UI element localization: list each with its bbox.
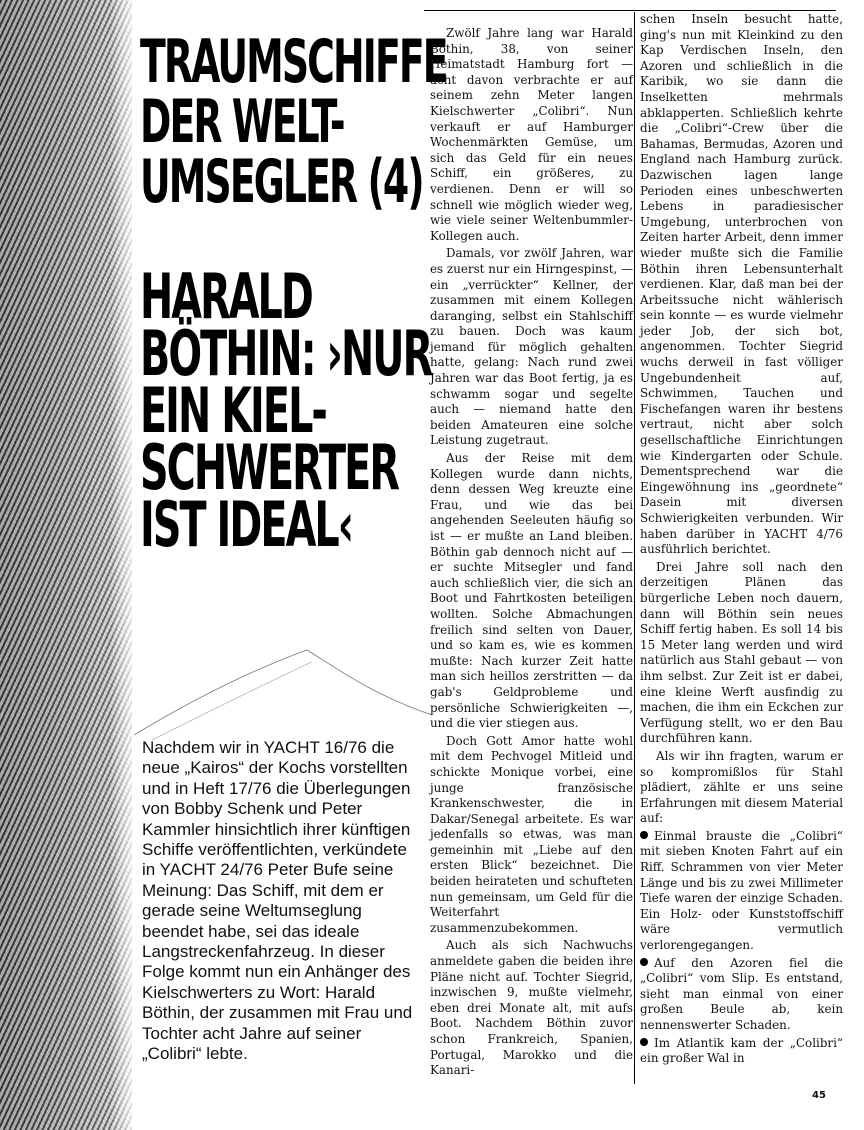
- bullet-dot-icon: [640, 831, 648, 839]
- main-headline-line: HARALD: [140, 260, 312, 333]
- top-rule: [424, 10, 836, 11]
- bullet-text: Auf den Azoren fiel die „Colibri“ vom Slip. Es entstand, sieht man einmal von einer großen Beule ab, kein nennenswerter Schaden.: [640, 955, 843, 1032]
- article-column-2: [640, 12, 843, 1067]
- article-paragraph: Auch als sich Nachwuchs anmeldete gaben die beiden ihre Pläne nicht auf. Tochter Siegrid, inzwischen 9, mußte vielmehr, eben drei Monate alt, mit aufs Boot. Nachdem Böthin zuvor schon Frankreich, Spanien, Portugal, Marokko und die Kanari-: [430, 938, 633, 1078]
- main-headline-line: BÖTHIN: ›NUR: [140, 317, 432, 390]
- page-number: 45: [812, 1090, 826, 1101]
- article-paragraph: Doch Gott Amor hatte wohl mit dem Pechvogel Mitleid und schickte Monique vorbei, eine junge französische Krankenschwester, die in Dakar/Senegal arbeitete. Es war jedenfalls so etwas, was man gemeinhin mit „Liebe auf den ersten Blick“ bezeichnet. Die beiden heirateten und schufteten nun gemeinsam, um Geld für die Weiterfahrt zusammenzubekommen.: [430, 733, 633, 935]
- article-paragraph: Aus der Reise mit dem Kollegen wurde dann nichts, denn dessen Weg kreuzte eine Frau, und wie das bei angehenden Seeleuten häufig so ist — er mußte an Land bleiben. Böthin gab dennoch nicht auf — er suchte Mitsegler und fand auch schließlich vier, die sich an Boot und Fahrtkosten beteiligen wollten. Solche Abmachungen freilich sind selten von Dauer, und so kam es, wie es kommen mußte: Nach kurzer Zeit hatte man sich heillos zerstritten — da gab's Geldprobleme und persönliche Schwierigkeiten —, und die vier stiegen aus.: [430, 451, 633, 731]
- series-headline-line: DER WELT-: [140, 87, 344, 157]
- article-paragraph: Damals, vor zwölf Jahren, war es zuerst nur ein Hirngespinst, — ein „verrückter“ Kellner, der zusammen mit einem Kollegen daranging, selbst ein Stahlschiff zu bauen. Doch was kaum jemand für möglich gehalten hatte, gelang: Nach rund zwei Jahren war das Boot fertig, ja es schwamm sogar und segelte auch — niemand hatte den beiden Amateuren eine solche Leistung zugetraut.: [430, 246, 633, 448]
- article-column-1: [430, 26, 633, 1079]
- main-headline-line: SCHWERTER: [140, 431, 398, 504]
- bullet-text: Einmal brauste die „Colibri“ mit sieben Knoten Fahrt auf ein Riff. Schrammen von vier Meter Länge und bis zu zwei Millimeter Tiefe waren der einzige Schaden. Ein Holz- oder Kunststoffschiff wäre vermutlich verlorengegangen.: [640, 828, 843, 953]
- series-headline-line: UMSEGLER (4): [140, 147, 423, 217]
- series-headline: [140, 27, 447, 217]
- main-headline-line: IST IDEAL‹: [140, 488, 353, 561]
- bullet-item: [640, 829, 843, 954]
- article-paragraph: schen Inseln besucht hatte, ging's nun mit Kleinkind zu den Kap Verdischen Inseln, den Azoren und schließlich in die Karibik, wo sie dann die Inselketten mehrmals abklapperten. Schließlich kehrte die „Colibri“-Crew über die Bahamas, Bermudas, Azoren und England nach Hamburg zurück. Dazwischen lagen lange Perioden eines unbeschwerten Lebens in paradiesischer Umgebung, unterbrochen von Zeiten harter Arbeit, denn immer wieder mußte sich die Familie Böthin ihren Lebensunterhalt verdienen. Klar, daß man bei der Arbeitssuche nicht wählerisch sein konnte — es wurde vielmehr jeder Job, der sich bot, angenommen. Tochter Siegrid wuchs derweil in fast völliger Ungebundenheit auf, Schwimmen, Tauchen und Fischefangen waren ihr bestens vertraut, nicht aber solch gesellschaftliche Einrichtungen wie Kindergarten oder Schule. Dementsprechend war die Eingewöhnung ins „geordnete“ Dasein mit diversen Schwierigkeiten verbunden. Wir haben darüber in YACHT 4/76 ausführlich berichtet.: [640, 12, 843, 557]
- main-headline-line: EIN KIEL-: [140, 374, 326, 447]
- bullet-dot-icon: [640, 958, 648, 966]
- pencil-scribble: [132, 640, 452, 750]
- article-paragraph: Drei Jahre soll nach den derzeitigen Plänen das bürgerliche Leben noch dauern, dann will Böthin sein neues Schiff fertig haben. Es soll 14 bis 15 Meter lang werden und wird natürlich aus Stahl gebaut — von ihm selbst. Zur Zeit ist er dabei, eine kleine Werft ausfindig zu machen, die ihm ein Eckchen zur Verfügung stellt, wo er den Bau durchführen kann.: [640, 559, 843, 746]
- bullet-text: Im Atlantik kam der „Colibri“ ein großer Wal in: [640, 1035, 843, 1066]
- intro-text: Nachdem wir in YACHT 16/76 die neue „Kairos“ der Kochs vorstellten und in Heft 17/76 die Überlegungen von Bobby Schenk und Peter Kammler hinsichtlich ihrer künftigen Schiffe veröffentlichten, verkündete in YACHT 24/76 Peter Bufe seine Meinung: Das Schiff, mit dem er gerade seine Weltumseglung beendet habe, sei das ideale Langstreckenfahrzeug. In dieser Folge kommt nun ein Anhänger des Kielschwerters zu Wort: Harald Böthin, der zusammen mit Frau und Tochter acht Jahre auf seiner „Colibri“ lebte.: [142, 738, 413, 1064]
- article-paragraph: Zwölf Jahre lang war Harald Böthin, 38, von seiner Heimatstadt Hamburg fort — acht davon verbrachte er auf seinem zehn Meter langen Kielschwerter „Colibri“. Nun verkauft er auf Hamburger Wochenmärkten Gemüse, um sich das Geld für ein neues Schiff, ein größeres, zu verdienen. Denn er will so schnell wie möglich wieder weg, wie viele seiner Weltenbummler-Kollegen auch.: [430, 26, 633, 243]
- bullet-dot-icon: [640, 1038, 648, 1046]
- column-divider: [634, 12, 635, 1084]
- page-edge-fade: [110, 0, 140, 1130]
- bullet-item: [640, 956, 843, 1034]
- series-headline-line: TRAUMSCHIFFE: [140, 27, 447, 97]
- article-paragraph: Als wir ihn fragten, warum er so kompromißlos für Stahl plädiert, zählte er uns seine Erfahrungen mit diesem Material auf:: [640, 748, 843, 826]
- bullet-item: [640, 1036, 843, 1067]
- main-headline: [140, 260, 432, 561]
